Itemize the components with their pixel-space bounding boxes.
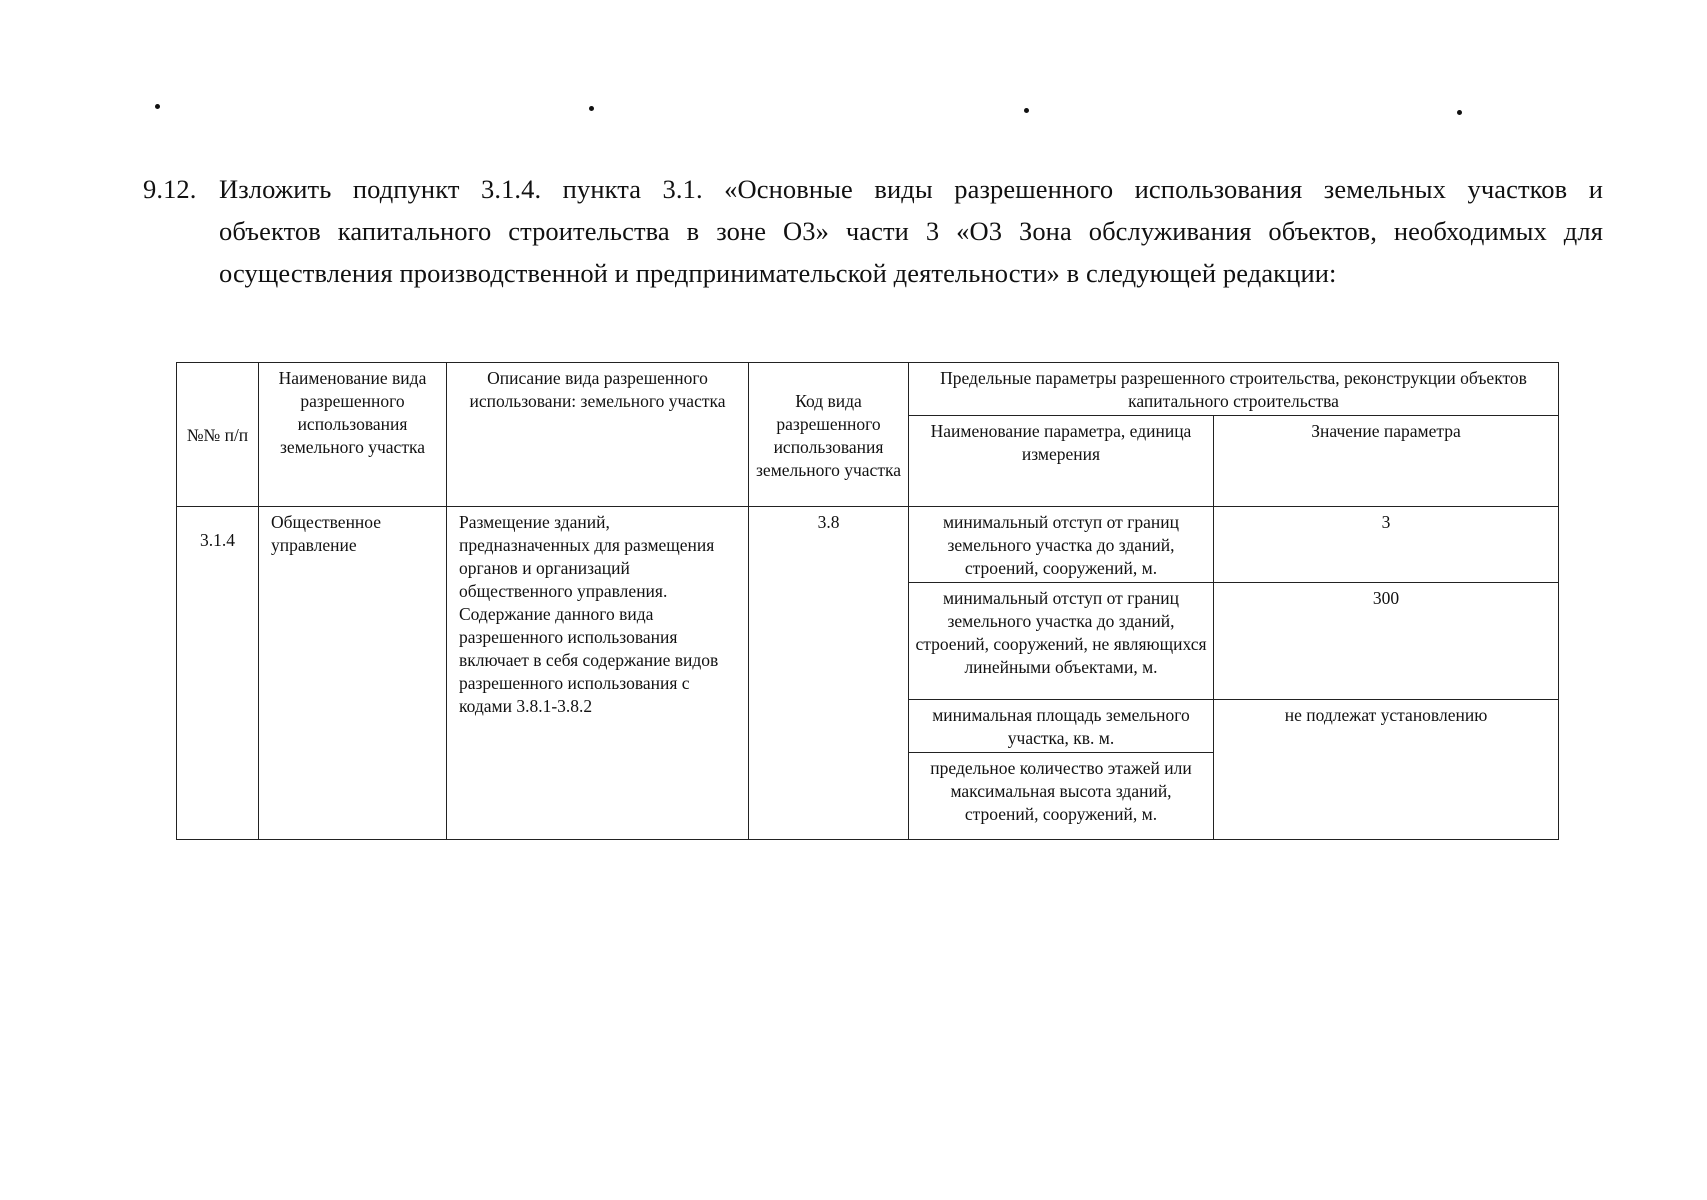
scan-dot — [1457, 110, 1462, 115]
paragraph-line: Изложить подпункт 3.1.4. пункта 3.1. «Основные виды разрешенного использования земельных участков и — [219, 174, 1603, 204]
param-name: минимальный отступ от границ земельного участка до зданий, строений, сооружений, не являющихся линейными объектами, м. — [909, 583, 1214, 700]
row-code: 3.8 — [749, 507, 909, 840]
header-param-name: Наименование параметра, единица измерения — [909, 416, 1214, 507]
param-name: предельное количество этажей или максимальная высота зданий, строений, сооружений, м. — [909, 753, 1214, 840]
amendment-paragraph — [143, 168, 1603, 294]
paragraph-number: 9.12. — [143, 174, 197, 204]
scan-dot — [589, 106, 594, 111]
header-description: Описание вида разрешенного использовани: земельного участка — [447, 363, 749, 507]
row-name: Общественное управление — [259, 507, 447, 840]
scan-dot — [155, 104, 160, 109]
row-description: Размещение зданий, предназначенных для размещения органов и организаций общественного управления. Содержание данного вида разрешенного использования включает в себя содержание видов разрешенного использования с кодами 3.8.1-3.8.2 — [447, 507, 749, 840]
paragraph-line: объектов капитального строительства в зоне О3» части 3 «О3 Зона обслуживания объектов, необходимых для — [219, 216, 1603, 246]
param-value: 3 — [1214, 507, 1559, 583]
header-code: Код вида разрешенного использования земельного участка — [749, 363, 909, 507]
param-value: 300 — [1214, 583, 1559, 700]
regulation-table — [176, 362, 1559, 840]
param-value: не подлежат установлению — [1214, 700, 1559, 840]
row-num: 3.1.4 — [177, 507, 259, 840]
table-row — [177, 507, 1559, 583]
paragraph-line: осуществления производственной и предпринимательской деятельности» в следующей редакции: — [219, 258, 1337, 288]
param-name: минимальный отступ от границ земельного участка до зданий, строений, сооружений, м. — [909, 507, 1214, 583]
header-param-value: Значение параметра — [1214, 416, 1559, 507]
param-name: минимальная площадь земельного участка, кв. м. — [909, 700, 1214, 753]
scan-dot — [1024, 108, 1029, 113]
header-num: №№ п/п — [177, 363, 259, 507]
header-limits: Предельные параметры разрешенного строительства, реконструкции объектов капитального строительства — [909, 363, 1559, 416]
header-name: Наименование вида разрешенного использования земельного участка — [259, 363, 447, 507]
table-header-row — [177, 363, 1559, 416]
